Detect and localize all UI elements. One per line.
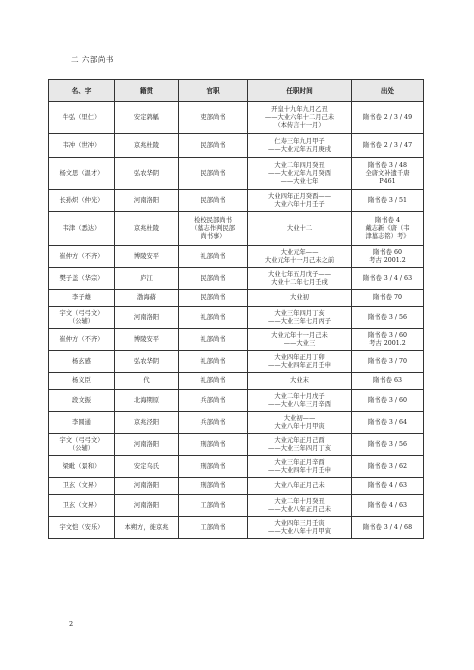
cell-term-line: ——大业八年正月己未 [268,505,331,513]
table-row [49,329,424,351]
cell-term [248,158,352,190]
cell-term [248,134,352,158]
cell-term [248,307,352,329]
cell-origin-line: 安定乌氏 [133,462,160,470]
cell-term-line: ——大业八年三月辛酉 [268,400,331,408]
cell-term-line: （本传言十一月） [274,121,325,129]
cell-term-line: ——大业元年九月癸酉 [268,169,331,177]
cell-source [352,102,424,134]
cell-origin-line: 河南洛阳 [133,196,160,204]
cell-origin [115,102,179,134]
cell-term [248,495,352,517]
cell-origin [115,190,179,212]
cell-origin [115,478,179,495]
cell-source [352,268,424,290]
table-row [49,478,424,495]
cell-office-line: 工部尚书 [200,523,226,531]
cell-term [248,290,352,307]
cell-name [49,158,115,190]
cell-source-line: 隋书卷 3 / 51 [367,196,408,204]
cell-source [352,478,424,495]
table-row [49,351,424,373]
cell-office-line: 礼部尚书 [200,252,226,260]
cell-source-line: 考古 2001.2 [369,256,406,264]
cell-office-line: （墓志作判民部 [190,224,236,232]
table-body [49,102,424,539]
table-row [49,246,424,268]
cell-name [49,517,115,539]
cell-source-line: 隋书卷 2 / 3 / 49 [362,113,413,121]
cell-name [49,456,115,478]
cell-source [352,246,424,268]
cell-term [248,517,352,539]
cell-term-line: 大业末 [290,377,309,384]
cell-origin-line: 博陵安平 [133,335,160,343]
table-row [49,268,424,290]
cell-name [49,290,115,307]
cell-name [49,212,115,246]
cell-office [179,290,248,307]
cell-office-line: 礼部尚书 [200,357,226,365]
cell-term [248,351,352,373]
cell-office [179,268,248,290]
cell-source-line: 全唐文补遗千唐 [365,169,410,177]
header-term: 任职时间 [248,80,352,102]
cell-origin-line: 代 [143,377,150,384]
cell-office-line: 刑部尚书 [200,462,226,470]
cell-name [49,190,115,212]
cell-origin [115,268,179,290]
cell-office-line: 兵部尚书 [200,418,226,426]
cell-name [49,246,115,268]
table-row [49,373,424,390]
cell-name [49,495,115,517]
cell-source-line: 隋书卷 2 / 3 / 47 [362,141,413,149]
cell-term-line: 大业十二年七月壬戌 [271,278,328,286]
cell-origin-line: 渤海蓨 [137,294,156,301]
cell-origin [115,351,179,373]
cell-name [49,329,115,351]
cell-term-line: ——大业元年五月庚戌 [268,145,331,153]
cell-name [49,373,115,390]
cell-source [352,495,424,517]
header-office: 官职 [179,80,248,102]
cell-source-line: 隋书卷 70 [373,294,402,301]
table-row [49,495,424,517]
cell-origin [115,517,179,539]
cell-term-line: 大业元年正月己酉 [274,436,325,444]
cell-term-line: 大业八年十月甲寅 [274,422,325,430]
cell-source-line: 隋书卷 3 / 48 [367,161,408,169]
cell-term [248,390,352,412]
cell-term-line: ——大业三年七月丙子 [268,317,331,325]
cell-origin [115,412,179,434]
cell-term [248,268,352,290]
cell-name-line: 长孙炽（仲光） [59,196,104,204]
cell-term [248,212,352,246]
cell-office [179,307,248,329]
cell-office [179,190,248,212]
cell-office [179,351,248,373]
cell-term-line: 仁寿三年九月甲子 [274,137,325,145]
cell-office [179,102,248,134]
cell-term-line: 大业元年十一月己未 [271,331,328,339]
cell-source-line: 隋书卷 3 / 56 [367,440,408,448]
table-row [49,412,424,434]
cell-origin-line: 北海期原 [133,396,160,404]
cell-office-line: 民部尚书 [200,141,226,149]
cell-source [352,290,424,307]
cell-source-line: 考古 2001.2 [369,339,406,347]
cell-office-line: 礼部尚书 [200,335,226,343]
cell-term-line: 大业八年正月己未 [274,482,325,489]
cell-office [179,495,248,517]
cell-term [248,190,352,212]
cell-term [248,478,352,495]
cell-origin-line: 河南洛阳 [133,440,160,448]
cell-name-line: 牛弘（里仁） [62,113,101,121]
table-row [49,517,424,539]
cell-office [179,390,248,412]
cell-name-line: 宇文恺（安乐） [59,523,104,531]
cell-name-line: 樊子盖（华宗） [59,274,104,282]
cell-name [49,268,115,290]
cell-name [49,351,115,373]
cell-source [352,373,424,390]
header-source: 出处 [352,80,424,102]
cell-office-line: 尚书事） [200,232,226,240]
cell-office [179,456,248,478]
cell-office-line: 礼部尚书 [200,313,226,321]
cell-office-line: 吏部尚书 [200,113,226,121]
cell-origin [115,456,179,478]
header-name: 名、字 [49,80,115,102]
cell-term-line: 大业三年正月辛酉 [274,458,325,466]
table-row [49,290,424,307]
cell-term-line: ——大业四年十月壬申 [268,466,331,474]
cell-origin-line: 弘农华阴 [133,357,160,365]
cell-source [352,412,424,434]
cell-origin-line: 博陵安平 [133,252,160,260]
cell-term [248,412,352,434]
cell-source [352,212,424,246]
cell-office-line: 刑部尚书 [200,482,226,489]
cell-term-line: 大业三年四月丁亥 [274,309,325,317]
cell-term-line: 大业元年—— [280,248,319,256]
cell-name-line: （公辅） [68,444,95,452]
cell-office [179,434,248,456]
cell-source [352,329,424,351]
cell-name-line: 梁毗（景和） [62,462,101,470]
cell-office [179,329,248,351]
cell-name-line: 宇文（弓弓文） [59,309,104,317]
cell-term-line: 大业六年十月壬子 [274,200,325,208]
cell-source-line: 隋书卷 3 / 60 [367,331,408,339]
cell-origin-line: 安定鹑觚 [133,113,160,121]
cell-term [248,434,352,456]
cell-origin-line: 京兆杜陵 [133,224,160,232]
table-row [49,102,424,134]
cell-source-line: 隋书卷 60 [373,248,402,256]
header-origin: 籍贯 [115,80,179,102]
cell-term [248,246,352,268]
cell-term-line: ——大业八年十月甲寅 [268,527,331,535]
cell-office [179,412,248,434]
cell-origin [115,158,179,190]
cell-term-line: 大业二年四月癸丑 [274,161,325,169]
cell-office-line: 检校民部尚书 [194,216,232,224]
cell-name-line: 杨义臣 [72,377,91,384]
cell-office [179,517,248,539]
cell-term-line: ——大业三年四月丁亥 [268,444,331,452]
cell-name-line: 崔仲方（不齐） [59,335,104,343]
cell-office [179,478,248,495]
cell-name-line: 段文振 [72,396,91,404]
cell-source [352,158,424,190]
cell-origin [115,246,179,268]
cell-term-line: ——大业六年十二月己未 [264,113,335,121]
cell-name-line: 杨玄感 [72,357,91,365]
cell-origin [115,434,179,456]
officials-table [48,79,424,539]
cell-office-line: 刑部尚书 [200,440,226,448]
cell-origin [115,134,179,158]
cell-office [179,212,248,246]
cell-origin [115,390,179,412]
cell-name [49,307,115,329]
cell-source-line: 隋书卷 3 / 4 / 68 [362,523,413,531]
cell-source-line: 隋书卷 3 / 70 [367,357,408,365]
cell-name-line: 崔仲方（不齐） [59,252,104,260]
table-header-row [49,80,424,102]
cell-term [248,329,352,351]
cell-source-line: P461 [379,177,396,185]
cell-name-line: 卫玄（文昇） [62,482,101,489]
cell-name [49,102,115,134]
table-row [49,390,424,412]
cell-office [179,246,248,268]
cell-source [352,134,424,158]
cell-origin-line: 河南洛阳 [133,313,160,321]
table-row [49,456,424,478]
cell-office-line: 兵部尚书 [200,396,226,404]
cell-name [49,478,115,495]
cell-name-line: （公辅） [68,317,95,325]
cell-name-line: 李圆通 [72,418,91,426]
cell-name [49,434,115,456]
cell-source [352,456,424,478]
cell-source-line: 隋书卷 63 [373,377,402,384]
table-row [49,158,424,190]
cell-office-line: 民部尚书 [200,294,226,301]
cell-origin-line: 庐江 [140,274,153,282]
cell-source-line: 隋书卷 4 / 63 [367,482,408,489]
cell-name [49,134,115,158]
cell-origin-line: 京兆杜陵 [133,141,160,149]
cell-name-line: 杨文思（温才） [59,169,104,177]
cell-name-line: 韦冲（世冲） [62,141,101,149]
cell-origin [115,373,179,390]
cell-source-line: 隋书卷 3 / 4 / 63 [362,274,413,282]
cell-office [179,134,248,158]
cell-source [352,190,424,212]
cell-source-line: 隋书卷 3 / 60 [367,396,408,404]
cell-term-line: 大业四年三月壬寅 [274,519,325,527]
cell-origin-line: 河南洛阳 [133,482,160,489]
cell-office-line: 礼部尚书 [200,377,226,384]
cell-source-line: 隋书卷 4 [375,216,400,224]
cell-source-line: 戴志新《唐（韦 [365,224,410,232]
cell-name-line: 李子雄 [72,294,91,301]
cell-source-line: 津墓志铭）考》 [365,232,410,240]
cell-origin-line: 京兆泾阳 [133,418,160,426]
cell-office-line: 民部尚书 [200,196,226,204]
cell-name [49,390,115,412]
table-row [49,434,424,456]
cell-origin [115,290,179,307]
cell-term-line: ——大业三 [283,339,316,347]
section-title: 二 六部尚书 [71,55,114,64]
cell-term-line: 开皇十九年九月乙丑 [271,105,328,113]
cell-office [179,373,248,390]
cell-name-line: 韦津（悉达） [62,224,101,232]
table-row [49,134,424,158]
cell-office-line: 民部尚书 [200,169,226,177]
cell-term-line: 大业二年十月戊子 [274,392,325,400]
cell-origin-line: 本朔方，徙京兆 [124,523,169,531]
cell-source [352,351,424,373]
cell-office-line: 工部尚书 [200,501,226,509]
cell-term-line: 大业七年五月戊子—— [268,270,331,278]
cell-name-line: 卫玄（文昇） [62,501,101,509]
cell-term-line: 大业初 [290,294,309,301]
cell-term-line: 大业元年十一月己未之前 [264,256,335,264]
cell-office [179,158,248,190]
cell-source-line: 隋书卷 4 / 63 [367,501,408,509]
table-row [49,190,424,212]
cell-term-line: 大业初—— [283,414,316,422]
cell-term-line: ——大业七年 [280,177,319,185]
cell-source [352,517,424,539]
cell-term [248,456,352,478]
cell-source-line: 隋书卷 3 / 62 [367,462,408,470]
cell-term-line: 大业十二 [286,224,313,232]
cell-term [248,373,352,390]
cell-name-line: 宇文（弓弓文） [59,436,104,444]
cell-term-line: 大业四年正月癸酉—— [268,192,331,200]
cell-name [49,412,115,434]
cell-term-line: 大业二年十月癸丑 [274,497,325,505]
cell-source [352,390,424,412]
cell-source [352,307,424,329]
cell-origin [115,329,179,351]
cell-origin [115,495,179,517]
cell-origin [115,307,179,329]
cell-source-line: 隋书卷 3 / 64 [367,418,408,426]
page-number: 2 [69,620,74,628]
cell-term-line: ——大业四年正月壬申 [268,361,331,369]
cell-source-line: 隋书卷 3 / 56 [367,313,408,321]
cell-office-line: 民部尚书 [200,274,226,282]
cell-source [352,434,424,456]
cell-origin [115,212,179,246]
cell-origin-line: 河南洛阳 [133,501,160,509]
table-row [49,212,424,246]
cell-origin-line: 弘农华阴 [133,169,160,177]
cell-term [248,102,352,134]
table-row [49,307,424,329]
cell-term-line: 大业四年正月丁卯 [274,353,325,361]
